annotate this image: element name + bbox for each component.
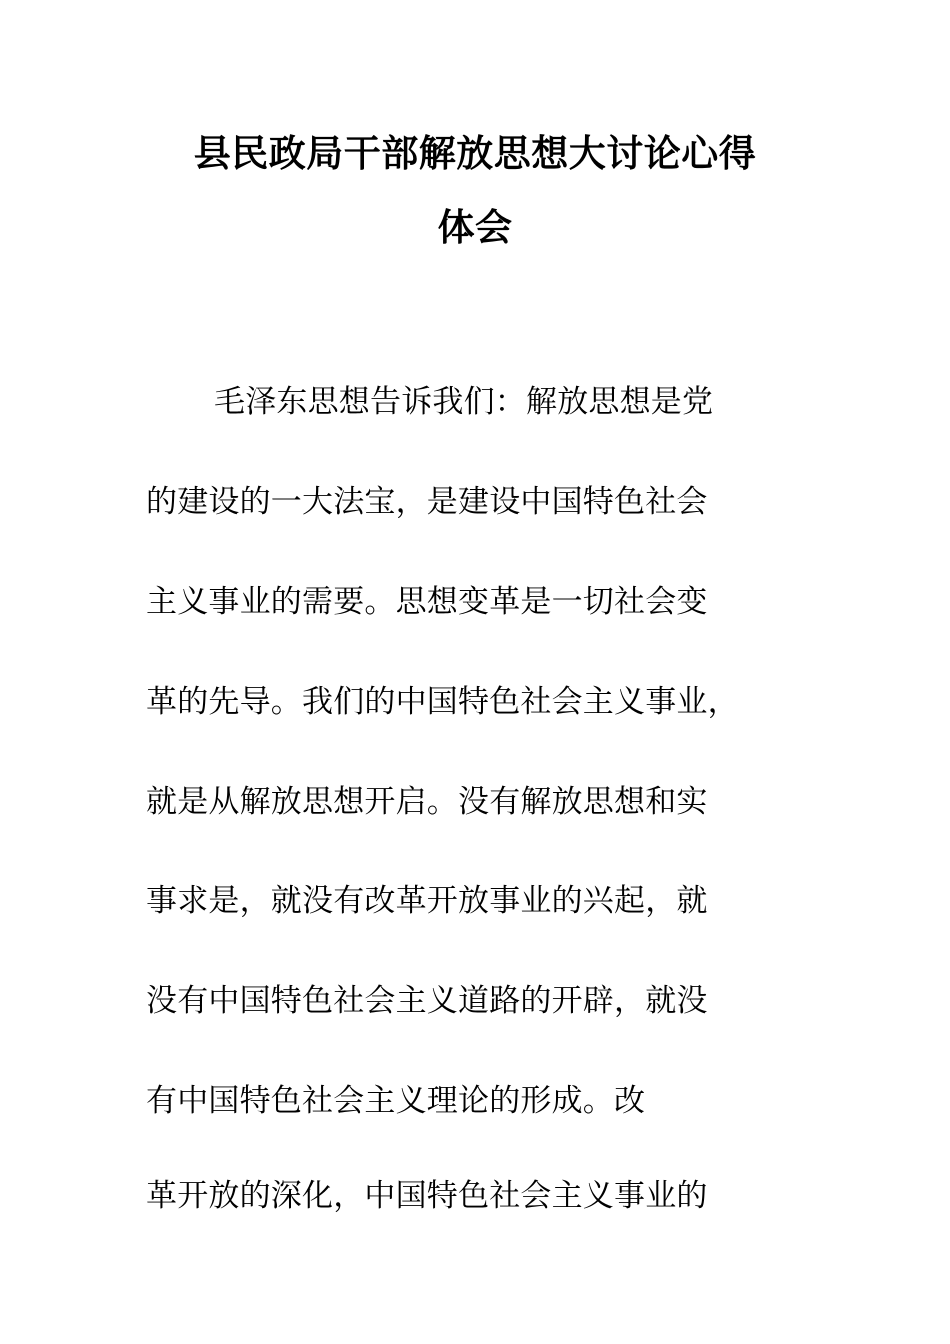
body-line-3: 主义事业的需要。思想变革是一切社会变 <box>146 584 708 620</box>
body-line-7: 没有中国特色社会主义道路的开辟，就没 <box>146 983 708 1019</box>
body-line-5: 就是从解放思想开启。没有解放思想和实 <box>146 784 708 820</box>
body-line-8: 有中国特色社会主义理论的形成。改 <box>146 1083 646 1119</box>
document-title-line-1: 县民政局干部解放思想大讨论心得 <box>193 132 757 175</box>
body-line-1: 毛泽东思想告诉我们：解放思想是党 <box>214 384 714 420</box>
body-line-2: 的建设的一大法宝，是建设中国特色社会 <box>146 484 708 520</box>
body-line-9: 革开放的深化，中国特色社会主义事业的 <box>146 1178 708 1214</box>
body-line-6: 事求是，就没有改革开放事业的兴起，就 <box>146 883 708 919</box>
body-line-4: 革的先导。我们的中国特色社会主义事业， <box>146 684 739 720</box>
document-title-line-2: 体会 <box>437 206 513 249</box>
